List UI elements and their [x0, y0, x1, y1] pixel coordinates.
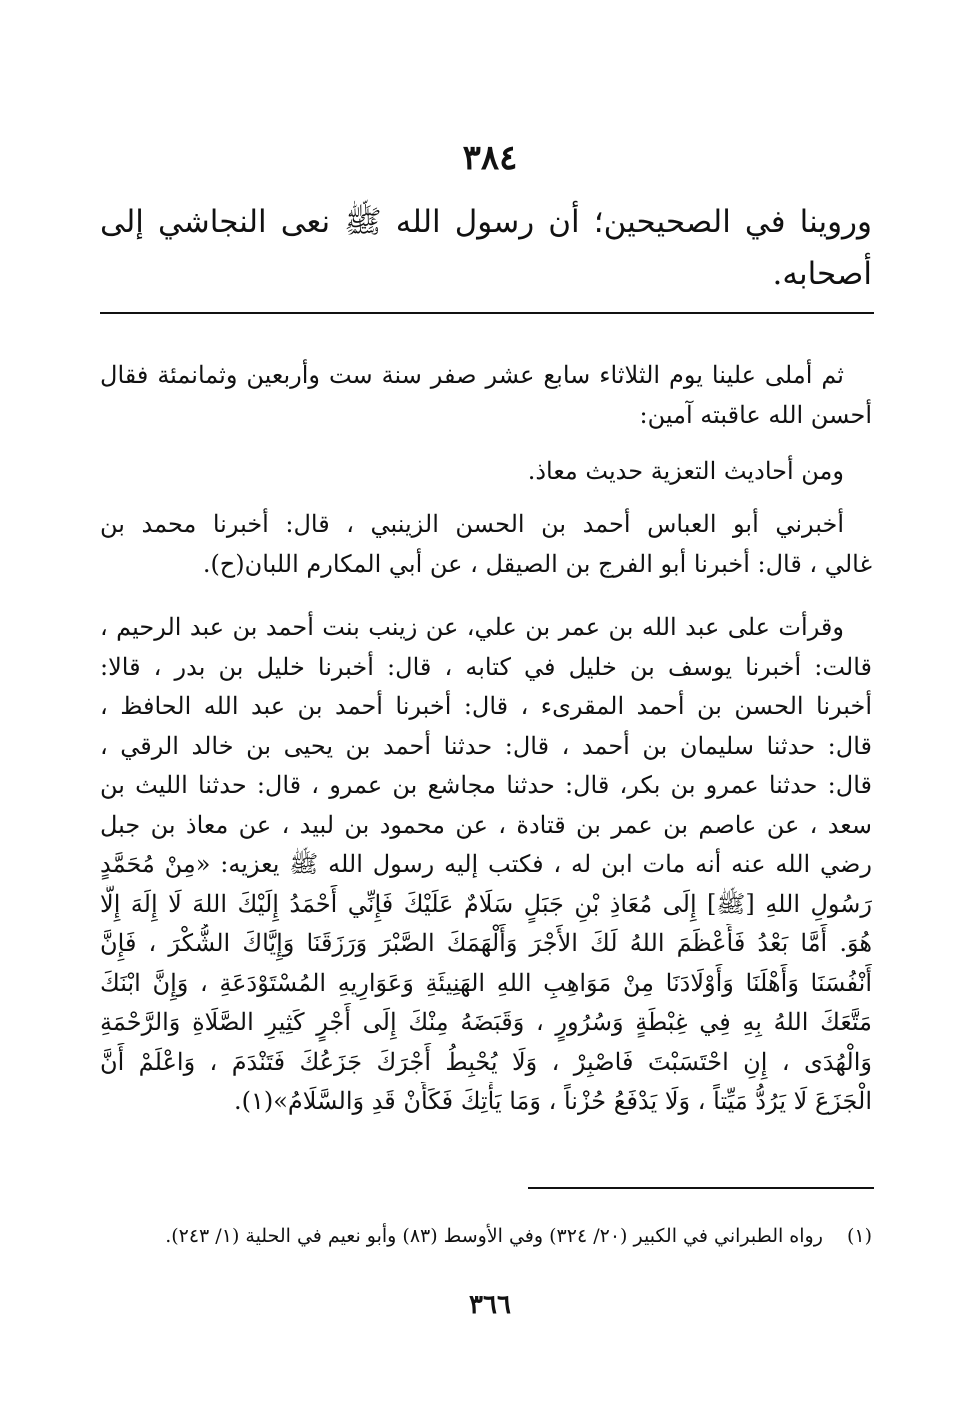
paragraph-hadith-title	[100, 452, 872, 492]
paragraph-line: رضي الله عنه أنه مات ابن له ، فكتب إليه رسول الله ﷺ يعزيه: «مِنْ مُحَمَّدٍ	[100, 850, 872, 878]
paragraph-line: أَنْفُسَنَا وَأَهْلَنَا وَأَوْلَادَنَا مِنْ مَوَاهِبِ اللهِ الهَنِيئَةِ وَعَوَارِيهِ المُسْتَوْدَعَةِ ، وَإِنَّ ابْنَكَ	[100, 968, 872, 997]
paragraph-line: ثم أملى علينا يوم الثلاثاء سابع عشر صفر سنة ست وأربعين وثمانمئة فقال	[100, 361, 844, 389]
paragraph-line: هُوَ. أَمَّا بَعْدُ فَأَعْظَمَ اللهُ لَكَ الأَجْرَ وَأَلْهَمَكَ الصَّبْرَ وَرَزَقَنَا وَإِيَّاكَ الشُّكْرَ ، فَإِنَّ	[100, 929, 872, 957]
paragraph-line: قال: حدثنا عمرو بن بكر، قال: حدثنا مجاشع بن عمرو ، قال: حدثنا الليث بن	[100, 771, 872, 799]
paragraph-line: الْجَزَعَ لَا يَرُدُّ مَيِّتاً ، وَلَا يَدْفَعُ حُزْناً ، وَمَا يَأْتِكَ فَكَأَنْ قَدِ وَالسَّلَامُ»(١).	[233, 1087, 872, 1115]
top-paragraph	[100, 196, 872, 300]
top-page-number: ٣٨٤	[462, 138, 518, 178]
paragraph-line: غالي ، قال: أخبرنا أبو الفرج بن الصيقل ، عن أبي المكارم اللبان(ح).	[202, 549, 872, 578]
bottom-page-number: ٣٦٦	[469, 1290, 511, 1320]
top-paragraph-line: وروينا في الصحيحين؛ أن رسول الله ﷺ نعى النجاشي إلى	[100, 204, 872, 240]
paragraph-line: أحسن الله عاقبته آمين:	[639, 400, 872, 429]
paragraph-dictation-intro	[100, 356, 872, 435]
paragraph-line: سعد ، عن عاصم بن عمر بن قتادة ، عن محمود بن لبيد ، عن معاذ بن جبل	[100, 810, 872, 839]
paragraph-line: أخبرني أبو العباس أحمد بن الحسن الزينبي ، قال: أخبرنا محمد بن	[100, 510, 844, 538]
paragraph-isnad-one	[100, 505, 872, 584]
paragraph-line: قالت: أخبرنا يوسف بن خليل في كتابه ، قال: أخبرنا خليل بن بدر ، قالا:	[100, 652, 872, 681]
top-paragraph-line: أصحابه.	[772, 256, 872, 292]
paragraph-line: مَتَّعَكَ اللهُ بِهِ فِي غِبْطَةٍ وَسُرُورٍ ، وَقَبَضَهُ مِنْكَ إِلَى أَجْرٍ كَثِيرِ الصَّلَاةِ وَالرَّحْمَةِ	[100, 1008, 872, 1036]
paragraph-line: أخبرنا الحسن بن أحمد المقرىء ، قال: أخبرنا أحمد بن عبد الله الحافظ ،	[100, 692, 872, 720]
top-divider	[100, 312, 874, 314]
footnote-text: رواه الطبراني في الكبير (٢٠/ ٣٢٤) وفي الأوسط (٨٣) وأبو نعيم في الحلية (١/ ٢٤٣).	[165, 1225, 823, 1247]
footnote-number: (١)	[846, 1225, 872, 1247]
paragraph-isnad-two-and-matn	[100, 608, 872, 1122]
footnote-divider	[528, 1187, 874, 1189]
paragraph-line: وَالْهُدَى ، إِنِ احْتَسَبْتَ فَاصْبِرْ ، وَلَا يُحْبِطُ أَجْرَكَ جَزَعُكَ فَتَنْدَمَ ، وَاعْلَمْ أَنَّ	[100, 1047, 872, 1076]
paragraph-line: رَسُولِ اللهِ [ﷺ] إِلَى مُعَاذِ بْنِ جَبَلٍ سَلَامٌ عَلَيْكَ فَإِنِّي أَحْمَدُ إِلَيْكَ اللهَ لَا إِلَهَ إِلَّا	[100, 889, 872, 918]
paragraph-line: قال: حدثنا سليمان بن أحمد ، قال: حدثنا أحمد بن يحيى بن خالد الرقي ،	[100, 731, 872, 760]
footnote	[100, 1222, 872, 1250]
paragraph-line: ومن أحاديث التعزية حديث معاذ.	[527, 457, 844, 485]
paragraph-line: وقرأت على عبد الله بن عمر بن علي، عن زينب بنت أحمد بن عبد الرحيم ،	[100, 613, 844, 641]
